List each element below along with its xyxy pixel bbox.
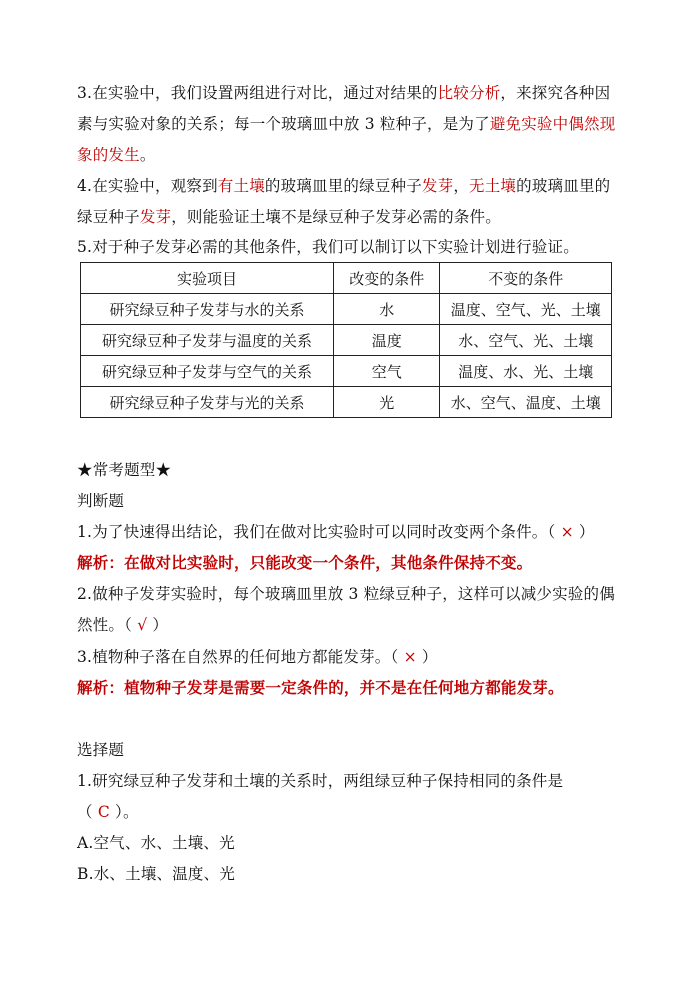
item3-line2-text: 素与实验对象的关系；每一个玻璃皿中放 3 粒种子，是为了 xyxy=(77,115,490,133)
choice-option-b: B.水、土壤、温度、光 xyxy=(77,865,236,883)
item3-line1 xyxy=(77,82,610,104)
table-row xyxy=(81,387,612,418)
item4-line2-text: 绿豆种子 xyxy=(77,208,140,226)
table-cell: 研究绿豆种子发芽与光的关系 xyxy=(81,387,334,418)
experiment-table xyxy=(80,262,612,418)
judge-q3-answer: × xyxy=(403,648,417,666)
judge-q2-close: ） xyxy=(147,616,169,634)
table-header-cell: 实验项目 xyxy=(81,263,334,294)
table-cell: 研究绿豆种子发芽与空气的关系 xyxy=(81,356,334,387)
table-cell: 温度 xyxy=(334,325,440,356)
item3-line2 xyxy=(77,113,615,135)
item4-line2-tail: ，则能验证土壤不是绿豆种子发芽必需的条件。 xyxy=(171,208,501,226)
choice-q1-open: （ xyxy=(77,803,98,821)
judge-q2-line1: 2.做种子发芽实验时，每个玻璃皿里放 3 粒绿豆种子，这样可以减少实验的偶 xyxy=(77,585,615,603)
item4-line2 xyxy=(77,206,501,228)
table-cell: 水、空气、光、土壤 xyxy=(440,325,612,356)
table-cell: 研究绿豆种子发芽与温度的关系 xyxy=(81,325,334,356)
item4-line1-mid: 的玻璃皿里的绿豆种子 xyxy=(264,177,422,195)
table-cell: 温度、水、光、土壤 xyxy=(440,356,612,387)
item4-highlight-sprout2: 发芽 xyxy=(139,208,172,226)
item5-line: 5.对于种子发芽必需的其他条件，我们可以制订以下实验计划进行验证。 xyxy=(77,238,579,256)
item4-highlight-sprout1: 发芽 xyxy=(421,177,454,195)
table-cell: 研究绿豆种子发芽与水的关系 xyxy=(81,294,334,325)
item4-line1-comma: ， xyxy=(453,177,470,195)
item4-line1-tail: 的玻璃皿里的 xyxy=(516,177,611,195)
table-cell: 水、空气、温度、土壤 xyxy=(440,387,612,418)
judge-a3: 解析：植物种子发芽是需要一定条件的，并不是在任何地方都能发芽。 xyxy=(77,678,564,697)
item4-highlight-with-soil: 有土壤 xyxy=(217,177,265,195)
choice-q1-line2 xyxy=(77,801,139,823)
table-row xyxy=(81,325,612,356)
choice-option-a: A.空气、水、土壤、光 xyxy=(77,834,235,852)
table-cell: 温度、空气、光、土壤 xyxy=(440,294,612,325)
item3-highlight-occur: 象的发生 xyxy=(77,146,140,164)
judge-q3-text: 3.植物种子落在自然界的任何地方都能发芽。（ xyxy=(77,648,404,666)
judge-q3-close: ） xyxy=(416,648,438,666)
item3-line3-tail: 。 xyxy=(139,146,156,164)
item4-line1 xyxy=(77,175,610,197)
choice-heading: 选择题 xyxy=(77,741,125,759)
item3-line3 xyxy=(77,144,156,166)
table-header-cell: 不变的条件 xyxy=(440,263,612,294)
judge-a1: 解析：在做对比实验时，只能改变一个条件，其他条件保持不变。 xyxy=(77,553,533,572)
judge-q3 xyxy=(77,646,438,668)
table-header-cell: 改变的条件 xyxy=(334,263,440,294)
judge-q1 xyxy=(77,521,595,543)
item3-line1-tail: ，来探究各种因 xyxy=(500,84,611,102)
section-title: ★常考题型★ xyxy=(77,461,172,479)
item4-line1-text: 4.在实验中，观察到 xyxy=(77,177,218,195)
judge-heading: 判断题 xyxy=(77,492,125,510)
table-header-row xyxy=(81,263,612,294)
judge-q2-answer: √ xyxy=(137,616,148,634)
choice-q1-close: ）。 xyxy=(109,803,139,821)
table-row xyxy=(81,294,612,325)
item3-highlight-avoid: 避免实验中偶然现 xyxy=(489,115,616,133)
choice-q1-line1: 1.研究绿豆种子发芽和土壤的关系时，两组绿豆种子保持相同的条件是 xyxy=(77,772,564,790)
table-cell: 光 xyxy=(334,387,440,418)
judge-q1-close: ） xyxy=(573,523,595,541)
item3-highlight-analysis: 比较分析 xyxy=(437,84,501,102)
table-cell: 空气 xyxy=(334,356,440,387)
judge-q1-answer: × xyxy=(560,523,574,541)
judge-q2-text: 然性。（ xyxy=(77,616,138,634)
judge-q1-text: 1.为了快速得出结论，我们在做对比实验时可以同时改变两个条件。（ xyxy=(77,523,561,541)
item4-highlight-no-soil: 无土壤 xyxy=(469,177,517,195)
table-cell: 水 xyxy=(334,294,440,325)
table-row xyxy=(81,356,612,387)
choice-q1-answer: C xyxy=(97,803,110,821)
item3-line1-text: 3.在实验中，我们设置两组进行对比，通过对结果的 xyxy=(77,84,438,102)
judge-q2-line2 xyxy=(77,614,168,636)
